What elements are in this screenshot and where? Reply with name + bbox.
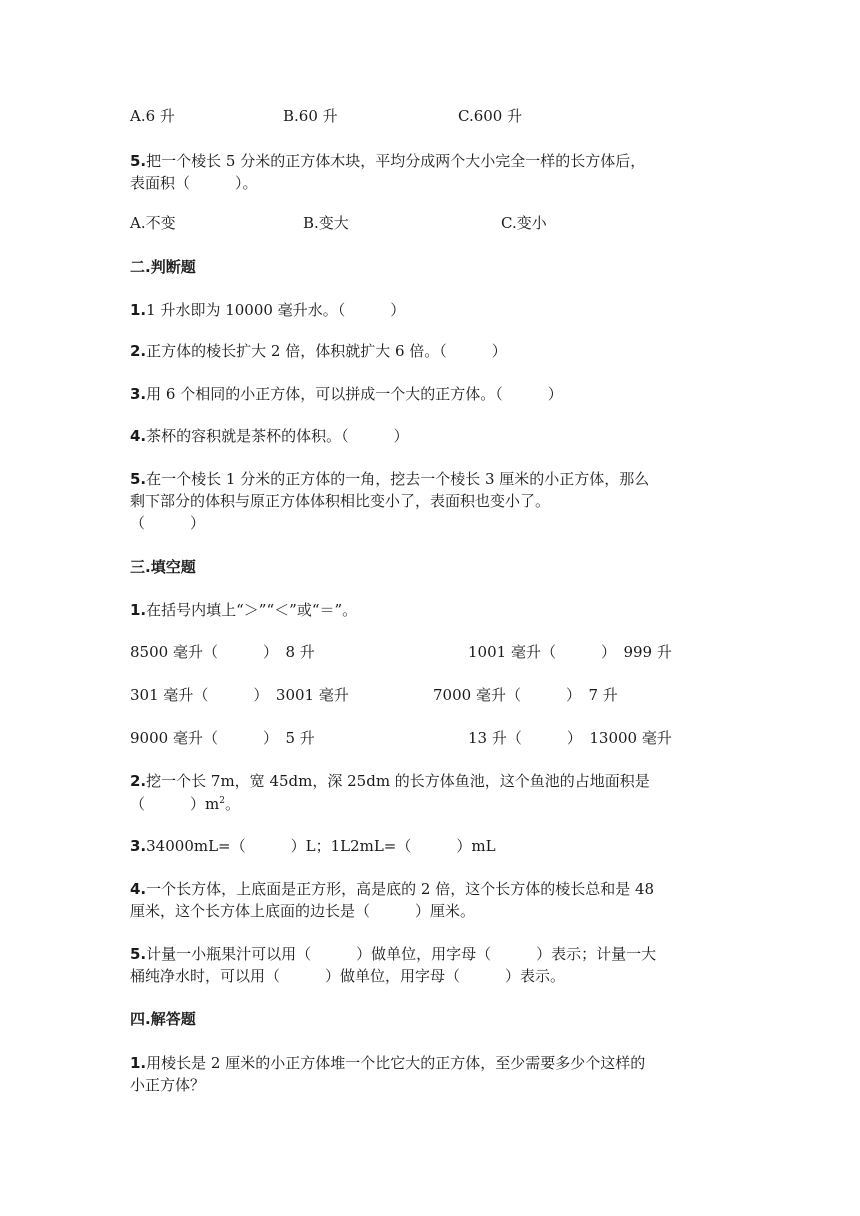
judgement-question-3	[130, 383, 563, 405]
question-text: 1 升水即为 10000 毫升水。（ ）	[146, 301, 406, 319]
section-title-answer: 四.解答题	[130, 1010, 196, 1028]
question-text-line1: 挖一个长 7m，宽 45dm，深 25dm 的长方体鱼池，这个鱼池的占地面积是	[146, 772, 650, 790]
question-number: 2.	[130, 772, 147, 790]
question-text-line2: 小正方体？	[130, 1076, 206, 1094]
section-title-fill-blank: 三.填空题	[130, 558, 196, 576]
compare-item: 9000 毫升（ ） 5 升	[130, 729, 315, 747]
question-number: 1.	[130, 601, 147, 619]
option-a: A.6 升	[130, 107, 175, 125]
question-text-line1: 计量一小瓶果汁可以用（ ）做单位，用字母（ ）表示；计量一大	[146, 945, 657, 963]
question-text-line2: 剩下部分的体积与原正方体体积相比变小了，表面积也变小了。	[130, 492, 551, 510]
compare-item: 7000 毫升（ ） 7 升	[433, 686, 618, 704]
question-number: 2.	[130, 342, 147, 360]
option-b: B.变大	[303, 214, 349, 232]
question-number: 4.	[130, 427, 147, 445]
question-number: 5.	[130, 470, 147, 488]
judgement-question-4	[130, 425, 409, 447]
fill-question-4	[130, 878, 654, 900]
question-number: 3.	[130, 837, 147, 855]
question-text-line1: 在一个棱长 1 分米的正方体的一角，挖去一个棱长 3 厘米的小正方体，那么	[146, 470, 650, 488]
answer-blank-unit: （ ）m	[130, 795, 220, 813]
choice-question-5	[130, 150, 645, 172]
question-text-line2: 表面积（ ）。	[130, 174, 258, 192]
question-text-line2	[130, 793, 240, 815]
answer-question-1	[130, 1052, 645, 1074]
compare-item: 13 升（ ） 13000 毫升	[468, 729, 672, 747]
compare-item: 1001 毫升（ ） 999 升	[468, 643, 672, 661]
option-a: A.不变	[130, 214, 176, 232]
question-text-line2: 厘米，这个长方体上底面的边长是（ ）厘米。	[130, 902, 476, 920]
question-text-line3: （ ）	[130, 514, 206, 532]
section-title-judgement: 二.判断题	[130, 258, 196, 276]
option-b: B.60 升	[283, 107, 338, 125]
option-c: C.600 升	[458, 107, 523, 125]
question-text: 正方体的棱长扩大 2 倍，体积就扩大 6 倍。（ ）	[146, 342, 507, 360]
question-number: 3.	[130, 385, 147, 403]
question-text-line1: 把一个棱长 5 分米的正方体木块，平均分成两个大小完全一样的长方体后，	[146, 152, 646, 170]
judgement-question-5	[130, 468, 649, 490]
fill-question-5	[130, 943, 656, 965]
fill-question-1	[130, 599, 357, 621]
question-number: 5.	[130, 945, 147, 963]
fill-question-3	[130, 835, 496, 857]
question-number: 4.	[130, 880, 147, 898]
question-text: 34000mL=（ ）L；1L2mL=（ ）mL	[146, 837, 496, 855]
judgement-question-2	[130, 340, 507, 362]
question-number: 5.	[130, 152, 147, 170]
question-text-line2: 桶纯净水时，可以用（ ）做单位，用字母（ ）表示。	[130, 967, 566, 985]
question-text-line1: 用棱长是 2 厘米的小正方体堆一个比它大的正方体，至少需要多少个这样的	[146, 1054, 646, 1072]
option-c: C.变小	[501, 214, 547, 232]
fill-question-2	[130, 770, 650, 792]
question-text-line1: 一个长方体，上底面是正方形，高是底的 2 倍，这个长方体的棱长总和是 48	[146, 880, 655, 898]
punctuation: 。	[224, 795, 240, 813]
superscript-exponent: 2	[219, 796, 225, 806]
compare-item: 301 毫升（ ） 3001 毫升	[130, 686, 349, 704]
question-text: 用 6 个相同的小正方体，可以拼成一个大的正方体。（ ）	[146, 385, 563, 403]
question-number: 1.	[130, 301, 147, 319]
question-text: 茶杯的容积就是茶杯的体积。（ ）	[146, 427, 409, 445]
compare-item: 8500 毫升（ ） 8 升	[130, 643, 315, 661]
judgement-question-1	[130, 299, 405, 321]
question-text: 在括号内填上“＞”“＜”或“＝”。	[146, 601, 358, 619]
question-number: 1.	[130, 1054, 147, 1072]
